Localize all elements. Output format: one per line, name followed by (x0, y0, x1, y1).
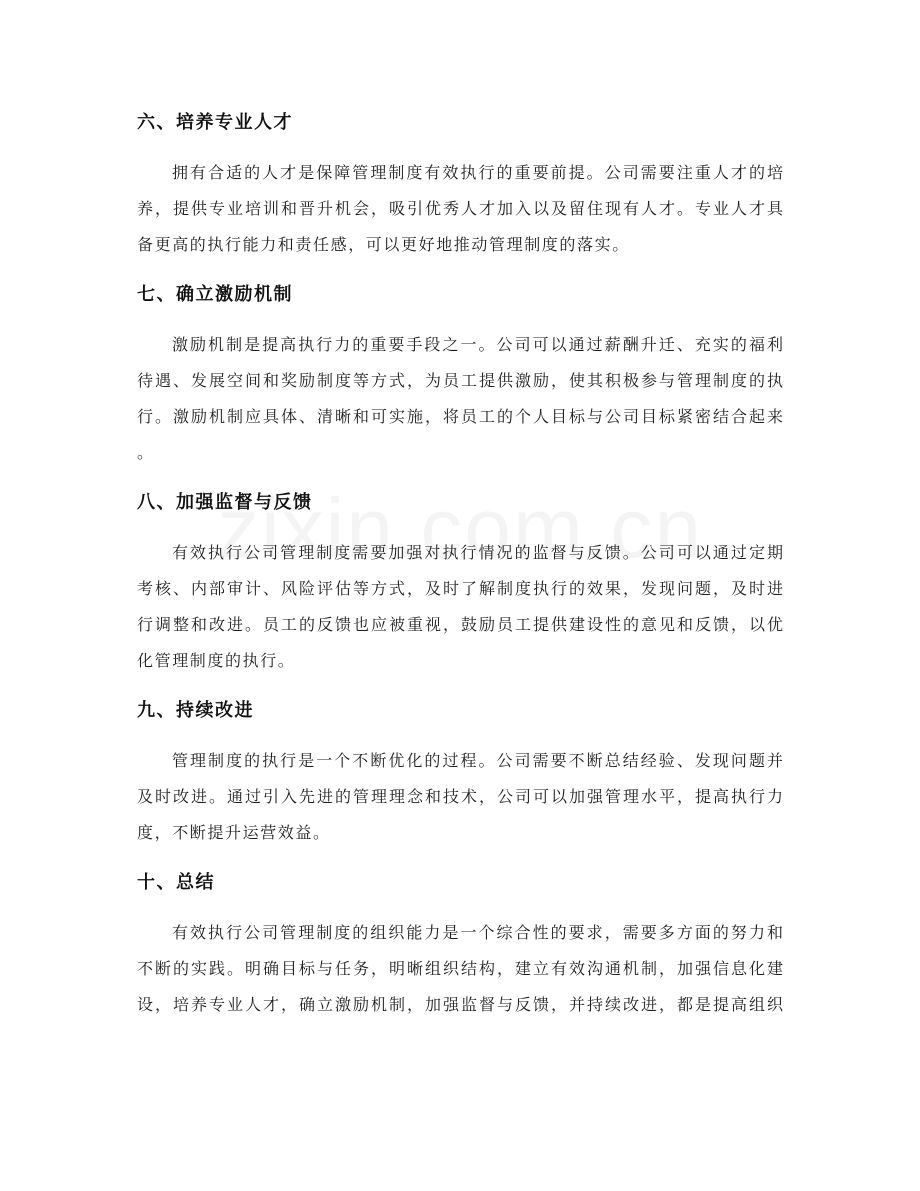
section-continuous-improvement (137, 693, 783, 851)
document-body (137, 0, 783, 1023)
section-heading: 九、持续改进 (137, 700, 254, 721)
paragraph-line: 不断的实践。明确目标与任务，明晰组织结构，建立有效沟通机制，加强信息化建 (137, 959, 783, 978)
section-supervision-feedback (137, 485, 783, 679)
paragraph (137, 743, 783, 851)
paragraph-line: 管理制度的执行是一个不断优化的过程。公司需要不断总结经验、发现问题并 (172, 751, 783, 770)
paragraph (137, 327, 783, 471)
paragraph-line: 考核、内部审计、风险评估等方式，及时了解制度执行的效果，发现问题，及时进 (137, 579, 783, 598)
section-heading: 六、培养专业人才 (137, 112, 293, 133)
paragraph-line: 化管理制度的执行。 (137, 651, 296, 670)
paragraph-line: 设，培养专业人才，确立激励机制，加强监督与反馈，并持续改进，都是提高组织 (137, 995, 783, 1014)
paragraph-line: 度，不断提升运营效益。 (137, 823, 331, 842)
paragraph-line: 拥有合适的人才是保障管理制度有效执行的重要前提。公司需要注重人才的培 (172, 163, 783, 182)
paragraph-line: 。 (137, 443, 155, 462)
section-heading: 七、确立激励机制 (137, 284, 293, 305)
paragraph-line: 备更高的执行能力和责任感，可以更好地推动管理制度的落实。 (137, 235, 630, 254)
paragraph (137, 155, 783, 263)
section-incentive-mechanism (137, 277, 783, 471)
paragraph (137, 915, 783, 1023)
paragraph (137, 535, 783, 679)
paragraph-line: 行调整和改进。员工的反馈也应被重视，鼓励员工提供建设性的意见和反馈，以优 (137, 615, 783, 634)
paragraph-line: 有效执行公司管理制度的组织能力是一个综合性的要求，需要多方面的努力和 (172, 923, 783, 942)
section-heading: 十、总结 (137, 872, 215, 893)
section-heading: 八、加强监督与反馈 (137, 492, 313, 513)
paragraph-line: 待遇、发展空间和奖励制度等方式，为员工提供激励，使其积极参与管理制度的执 (137, 371, 783, 390)
paragraph-line: 行。激励机制应具体、清晰和可实施，将员工的个人目标与公司目标紧密结合起来 (137, 407, 783, 426)
section-summary (137, 865, 783, 1023)
section-cultivate-talent (137, 105, 783, 263)
paragraph-line: 激励机制是提高执行力的重要手段之一。公司可以通过薪酬升迁、充实的福利 (172, 335, 783, 354)
paragraph-line: 及时改进。通过引入先进的管理理念和技术，公司可以加强管理水平，提高执行力 (137, 787, 783, 806)
paragraph-line: 养，提供专业培训和晋升机会，吸引优秀人才加入以及留住现有人才。专业人才具 (137, 199, 783, 218)
paragraph-line: 有效执行公司管理制度需要加强对执行情况的监督与反馈。公司可以通过定期 (172, 543, 783, 562)
